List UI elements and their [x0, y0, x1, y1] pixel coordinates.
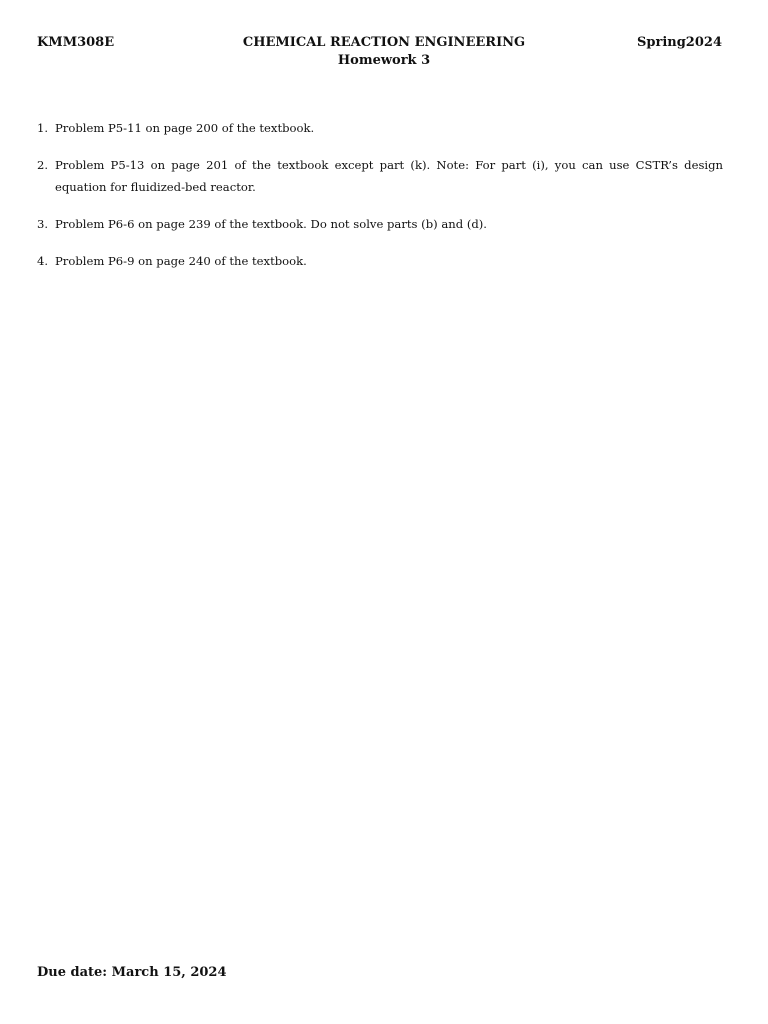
- problem-text: Problem P6-9 on page 240 of the textbook.: [55, 254, 307, 268]
- list-item: [37, 250, 723, 272]
- term: Spring2024: [637, 35, 722, 50]
- problem-list: [37, 117, 723, 287]
- problem-number: 3.: [37, 217, 49, 231]
- course-title: CHEMICAL REACTION ENGINEERING: [242, 35, 526, 50]
- problem-number: 4.: [37, 254, 49, 268]
- list-item: [37, 213, 723, 235]
- course-code: KMM308E: [37, 35, 115, 50]
- due-date: Due date: March 15, 2024: [37, 965, 227, 980]
- list-item: [37, 154, 723, 198]
- problem-number: 2.: [37, 158, 49, 172]
- problem-text: Problem P5-13 on page 201 of the textbook except part (k). Note: For part (i), you can use CSTR’s design equation for fluidized-bed reactor.: [55, 158, 723, 194]
- list-item: [37, 117, 723, 139]
- assignment-title: Homework 3: [337, 53, 431, 68]
- problem-number: 1.: [37, 121, 49, 135]
- problem-text: Problem P5-11 on page 200 of the textbook.: [55, 121, 315, 135]
- problem-text: Problem P6-6 on page 239 of the textbook. Do not solve parts (b) and (d).: [55, 217, 487, 231]
